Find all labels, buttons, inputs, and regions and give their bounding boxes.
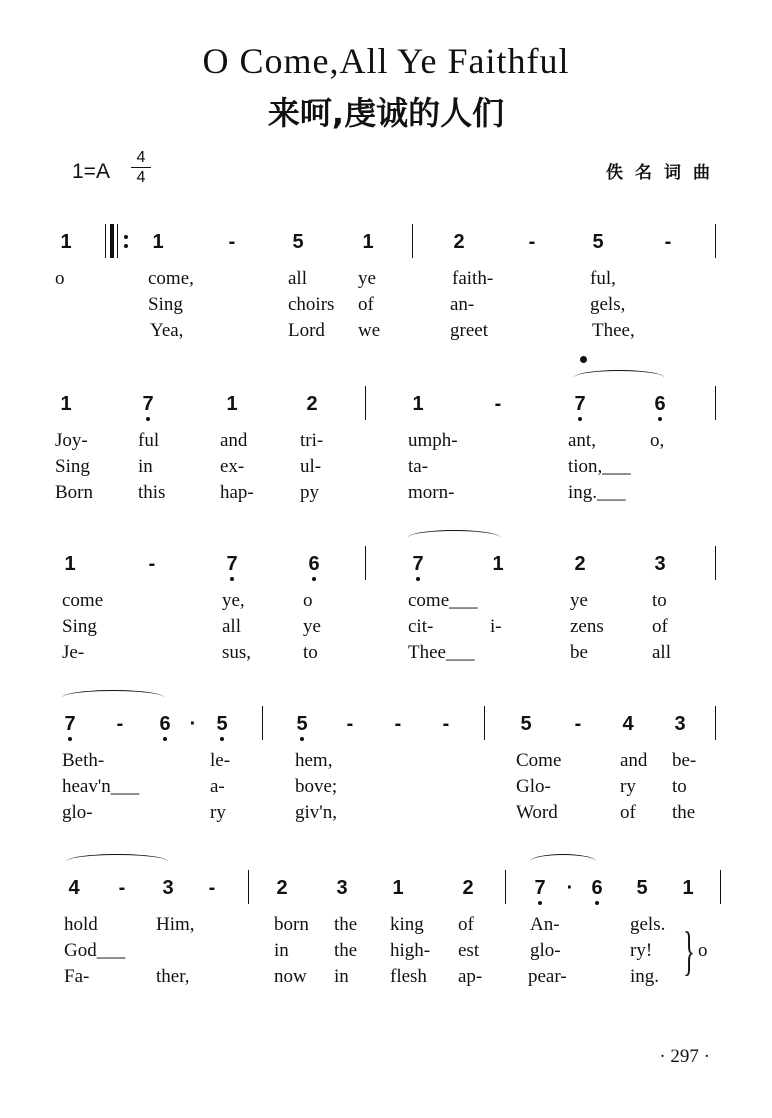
lyric-syllable: Him, — [156, 914, 195, 935]
lyric-syllable: and — [620, 750, 648, 771]
lyric-syllable: to — [652, 590, 667, 611]
meter-top: 4 — [131, 148, 151, 168]
lyric-syllable: Sing — [55, 456, 90, 477]
lyric-syllable: hem, — [295, 750, 333, 771]
lyric-syllable: in — [274, 940, 289, 961]
note: 7 — [405, 552, 431, 576]
lyric-syllable: le- — [210, 750, 231, 771]
note: 3 — [336, 877, 348, 899]
lyric-syllable: now — [274, 966, 307, 987]
ending-syllable: o — [698, 940, 708, 961]
note: - — [228, 231, 236, 253]
lyric-syllable: ry — [210, 802, 226, 823]
note: 4 — [622, 713, 634, 735]
lyric-syllable: Word — [516, 802, 558, 823]
lyric-syllable: cit- — [408, 616, 434, 637]
meter-bottom: 4 — [136, 169, 146, 186]
lyric-syllable: of — [620, 802, 636, 823]
time-signature — [131, 148, 151, 187]
lyric-syllable: faith- — [452, 268, 494, 289]
lyric-syllable: glo- — [530, 940, 561, 961]
slur-mark — [530, 854, 596, 869]
lyric-syllable: come, — [148, 268, 194, 289]
note: 1 — [60, 393, 72, 415]
key-signature: 1=A — [72, 160, 110, 183]
lyric-syllable: ye — [303, 616, 321, 637]
note: 1 — [60, 231, 72, 253]
lyric-syllable: gels, — [590, 294, 626, 315]
lyric-syllable: Fa- — [64, 966, 90, 987]
lyric-syllable: born — [274, 914, 309, 935]
lyric-syllable: and — [220, 430, 248, 451]
note: 2 — [574, 553, 586, 575]
bar-line — [484, 706, 485, 740]
note: 7 — [527, 876, 553, 900]
note: 7 — [57, 712, 83, 736]
lyric-syllable: high- — [390, 940, 431, 961]
lyric-syllable: ther, — [156, 966, 190, 987]
note: 2 — [306, 393, 318, 415]
lyric-syllable: ap- — [458, 966, 483, 987]
lyric-syllable: ing. — [630, 966, 660, 987]
note: 6 — [152, 712, 178, 736]
note: 6 — [301, 552, 327, 576]
note: - — [574, 713, 582, 735]
note: · — [566, 877, 574, 899]
note: - — [148, 553, 156, 575]
lyric-syllable: in — [138, 456, 153, 477]
lyric-syllable: all — [652, 642, 671, 663]
note: 5 — [209, 712, 235, 736]
note: 5 — [292, 231, 304, 253]
lyric-syllable: giv'n, — [295, 802, 337, 823]
note: 1 — [412, 393, 424, 415]
repeat-dot-lower — [124, 244, 128, 248]
bar-line — [365, 546, 366, 580]
note: 3 — [654, 553, 666, 575]
lyric-syllable: Born — [55, 482, 93, 503]
note: 2 — [276, 877, 288, 899]
lyric-syllable: ant, — [568, 430, 596, 451]
note: 1 — [226, 393, 238, 415]
lyric-syllable: ye — [358, 268, 376, 289]
lyric-syllable: of — [358, 294, 374, 315]
note: 4 — [68, 877, 80, 899]
note: 6 — [584, 876, 610, 900]
bar-line — [715, 546, 716, 580]
lyric-syllable: all — [222, 616, 241, 637]
accent-dot — [580, 356, 587, 363]
bar-line — [262, 706, 263, 740]
slur-mark — [62, 690, 164, 705]
note: 2 — [462, 877, 474, 899]
lyric-syllable: ex- — [220, 456, 245, 477]
note: - — [664, 231, 672, 253]
lyric-syllable: the — [334, 914, 358, 935]
lyric-syllable: choirs — [288, 294, 335, 315]
lyric-syllable: Beth- — [62, 750, 105, 771]
credit-text: 佚名词曲 — [606, 163, 722, 183]
lyric-syllable: Je- — [62, 642, 85, 663]
bar-line — [365, 386, 366, 420]
bar-line — [412, 224, 413, 258]
note: 7 — [135, 392, 161, 416]
repeat-dot-upper — [124, 235, 128, 239]
lyric-syllable: morn- — [408, 482, 455, 503]
lyric-syllable: come___ — [408, 590, 478, 611]
lyric-syllable: sus, — [222, 642, 252, 663]
bar-line — [715, 706, 716, 740]
repeat-bar-thin — [117, 224, 118, 258]
bar-line — [715, 386, 716, 420]
lyric-syllable: flesh — [390, 966, 427, 987]
note: - — [528, 231, 536, 253]
note: 1 — [492, 553, 504, 575]
bar-line — [715, 224, 716, 258]
note: 6 — [647, 392, 673, 416]
note: 5 — [289, 712, 315, 736]
lyric-syllable: ul- — [300, 456, 322, 477]
lyric-syllable: umph- — [408, 430, 458, 451]
lyric-syllable: ye — [570, 590, 588, 611]
slur-mark — [408, 530, 500, 545]
page-title-zh: 来呵,虔诚的人们 — [267, 94, 505, 132]
lyric-syllable: Thee, — [592, 320, 635, 341]
lyric-syllable: tri- — [300, 430, 324, 451]
repeat-bar-thick — [110, 224, 114, 258]
bar-line — [248, 870, 249, 904]
note: 7 — [219, 552, 245, 576]
lyric-syllable: be — [570, 642, 588, 663]
lyric-syllable: tion,___ — [568, 456, 631, 477]
note: 1 — [64, 553, 76, 575]
bar-line — [505, 870, 506, 904]
slur-mark — [574, 370, 664, 385]
lyric-syllable: o — [55, 268, 65, 289]
lyric-syllable: the — [672, 802, 696, 823]
bar-line — [720, 870, 721, 904]
lyric-syllable: all — [288, 268, 307, 289]
lyric-syllable: of — [652, 616, 668, 637]
note: 2 — [453, 231, 465, 253]
lyric-syllable: hold — [64, 914, 98, 935]
note: · — [189, 713, 197, 735]
lyric-syllable: come — [62, 590, 104, 611]
lyric-syllable: this — [138, 482, 166, 503]
note: 1 — [682, 877, 694, 899]
note: - — [118, 877, 126, 899]
lyric-syllable: ry! — [630, 940, 653, 961]
note: - — [394, 713, 402, 735]
lyric-syllable: we — [358, 320, 381, 341]
lyric-syllable: An- — [530, 914, 560, 935]
lyric-syllable: heav'n___ — [62, 776, 140, 797]
lyric-syllable: greet — [450, 320, 488, 341]
lyric-syllable: Lord — [288, 320, 325, 341]
page-number: · 297 · — [659, 1046, 710, 1067]
lyric-syllable: of — [458, 914, 474, 935]
lyric-syllable: a- — [210, 776, 225, 797]
lyric-syllable: to — [303, 642, 318, 663]
lyric-syllable: o, — [650, 430, 665, 451]
note: 1 — [152, 231, 164, 253]
lyric-syllable: pear- — [528, 966, 567, 987]
note: - — [442, 713, 450, 735]
note: 5 — [592, 231, 604, 253]
lyric-syllable: Sing — [148, 294, 183, 315]
lyric-syllable: glo- — [62, 802, 93, 823]
lyric-syllable: o — [303, 590, 313, 611]
lyric-syllable: ful — [138, 430, 160, 451]
lyric-syllable: be- — [672, 750, 697, 771]
lyric-syllable: ful, — [590, 268, 616, 289]
slur-mark — [66, 854, 168, 869]
note: 3 — [674, 713, 686, 735]
note: - — [346, 713, 354, 735]
lyric-syllable: Yea, — [150, 320, 184, 341]
note: 3 — [162, 877, 174, 899]
lyric-syllable: py — [300, 482, 319, 503]
lyric-syllable: ry — [620, 776, 636, 797]
lyric-syllable: Joy- — [55, 430, 88, 451]
note: 5 — [636, 877, 648, 899]
lyric-syllable: est — [458, 940, 480, 961]
note: - — [208, 877, 216, 899]
note: 1 — [392, 877, 404, 899]
lyric-syllable: ye, — [222, 590, 245, 611]
note: 1 — [362, 231, 374, 253]
lyric-syllable: Sing — [62, 616, 97, 637]
note: - — [494, 393, 502, 415]
bar-line — [105, 224, 106, 258]
lyric-syllable: God___ — [64, 940, 126, 961]
note: 7 — [567, 392, 593, 416]
lyric-syllable: Thee___ — [408, 642, 475, 663]
lyric-syllable: Come — [516, 750, 562, 771]
lyric-syllable: to — [672, 776, 687, 797]
lyric-syllable: zens — [570, 616, 604, 637]
lyric-syllable: king — [390, 914, 424, 935]
lyric-syllable: ing.___ — [568, 482, 626, 503]
note: - — [116, 713, 124, 735]
lyric-syllable: in — [334, 966, 349, 987]
lyric-syllable: the — [334, 940, 358, 961]
page-title-en: O Come,All Ye Faithful — [202, 41, 570, 81]
lyric-syllable: Glo- — [516, 776, 551, 797]
note: 5 — [520, 713, 532, 735]
verse-brace: } — [683, 921, 695, 981]
lyric-syllable: i- — [490, 616, 502, 637]
lyric-syllable: bove; — [295, 776, 338, 797]
lyric-syllable: ta- — [408, 456, 429, 477]
lyric-syllable: hap- — [220, 482, 254, 503]
lyric-syllable: an- — [450, 294, 475, 315]
lyric-syllable: gels. — [630, 914, 666, 935]
